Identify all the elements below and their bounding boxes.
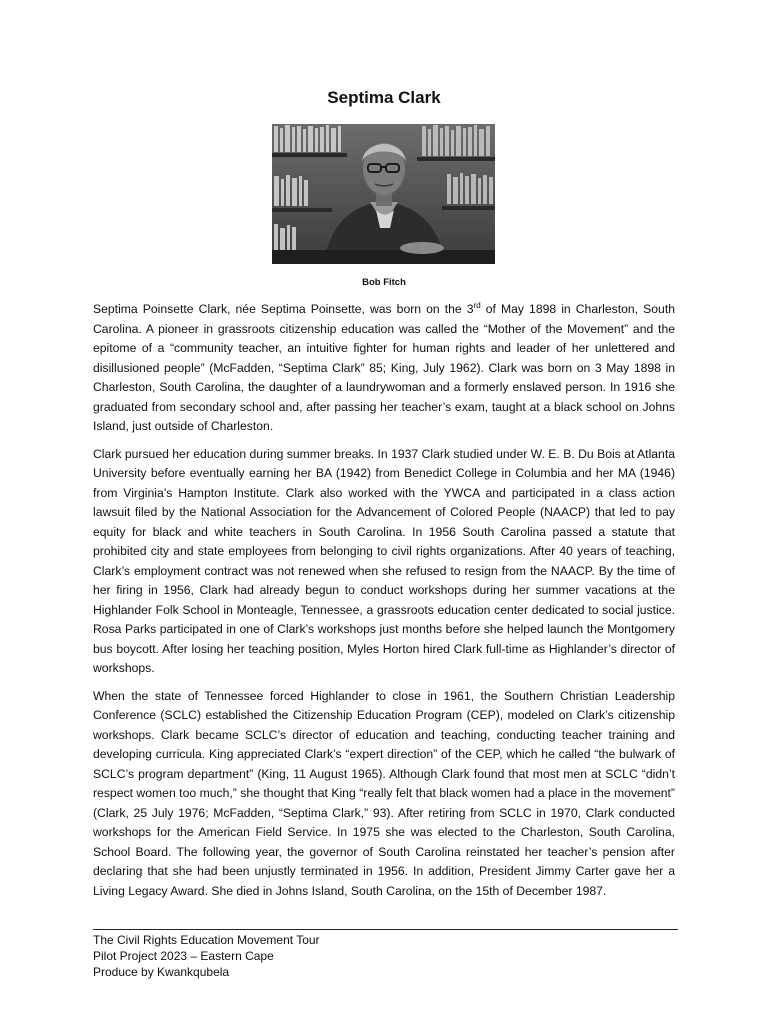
ordinal-suffix: rd [473,300,481,310]
footer-line-tour: The Civil Rights Education Movement Tour [93,933,320,947]
paragraph-text: Septima Poinsette Clark, née Septima Poinsette, was born on the 3 [93,302,474,316]
paragraph-2: Clark pursued her education during summer breaks. In 1937 Clark studied under W. E. B. Du Bois at Atlanta University before eventually earning her BA (1942) from Benedict College in Columbia and her MA (1946) from Virginia’s Hampton Institute. Clark also worked with the YWCA and participated in a class action lawsuit filed by the National Association for the Advancement of Colored People (NAACP) that led to pay equity for black and white teachers in South Carolina. In 1956 South Carolina passed a statute that prohibited city and state employees from belonging to civil rights organizations. After 40 years of teaching, Clark’s employment contract was not renewed when she refused to resign from the NAACP. By the time of her firing in 1956, Clark had already begun to conduct workshops during her summer vacations at the Highlander Folk School in Monteagle, Tennessee, a grassroots education center dedicated to social justice. Rosa Parks participated in one of Clark’s workshops just months before she helped launch the Montgomery bus boycott. After losing her teaching position, Myles Horton hired Clark full-time as Highlander’s director of workshops. [93,446,675,675]
paragraph-1 [93,300,675,437]
footer-line-producer: Produce by Kwankqubela [93,965,230,979]
paragraph-3: When the state of Tennessee forced Highlander to close in 1961, the Southern Christian Leadership Conference (SCLC) established the Citizenship Education Program (CEP), modeled on Clark’s citizenship workshops. Clark became SCLC’s director of education and teaching, conducting teacher training and developing curricula. King appreciated Clark’s “expert direction” of the CEP, which he called “the bulwark of SCLC’s program department” (King, 11 August 1965). Although Clark found that most men at SCLC “didn’t respect women too much,” she thought that King “really felt that black women had a place in the movement” (Clark, 25 July 1976; McFadden, “Septima Clark,” 93). After retiring from SCLC in 1970, Clark conducted workshops for the American Field Service. In 1975 she was elected to the Charleston, South Carolina, School Board. The following year, the governor of South Carolina reinstated her teacher’s pension after declaring that she had been unjustly terminated in 1956. In addition, President Jimmy Carter gave her a Living Legacy Award. She died in Johns Island, South Carolina, on the 15th of December 1987. [93,688,675,898]
portrait-photo [272,124,495,264]
page-title: Septima Clark [327,88,441,107]
article-body [93,300,675,909]
paragraph-text: of May 1898 in Charleston, South Carolina. A pioneer in grassroots citizenship education was called the “Mother of the Movement” and the epitome of a “community teacher, an intuitive fighter for human rights and leader of her unlettered and disillusioned people” (McFadden, “Septima Clark” 85; King, July 1962). Clark was born on 3 May 1898 in Charleston, South Carolina, the daughter of a laundrywoman and a formerly enslaved person. In 1916 she graduated from secondary school and, after passing her teacher’s exam, taught at a black school on Johns Island, just outside of Charleston. [93,302,675,433]
page-footer [93,932,320,980]
footer-line-project: Pilot Project 2023 – Eastern Cape [93,949,274,963]
photo-caption: Bob Fitch [362,277,406,288]
footer-divider [93,929,678,930]
